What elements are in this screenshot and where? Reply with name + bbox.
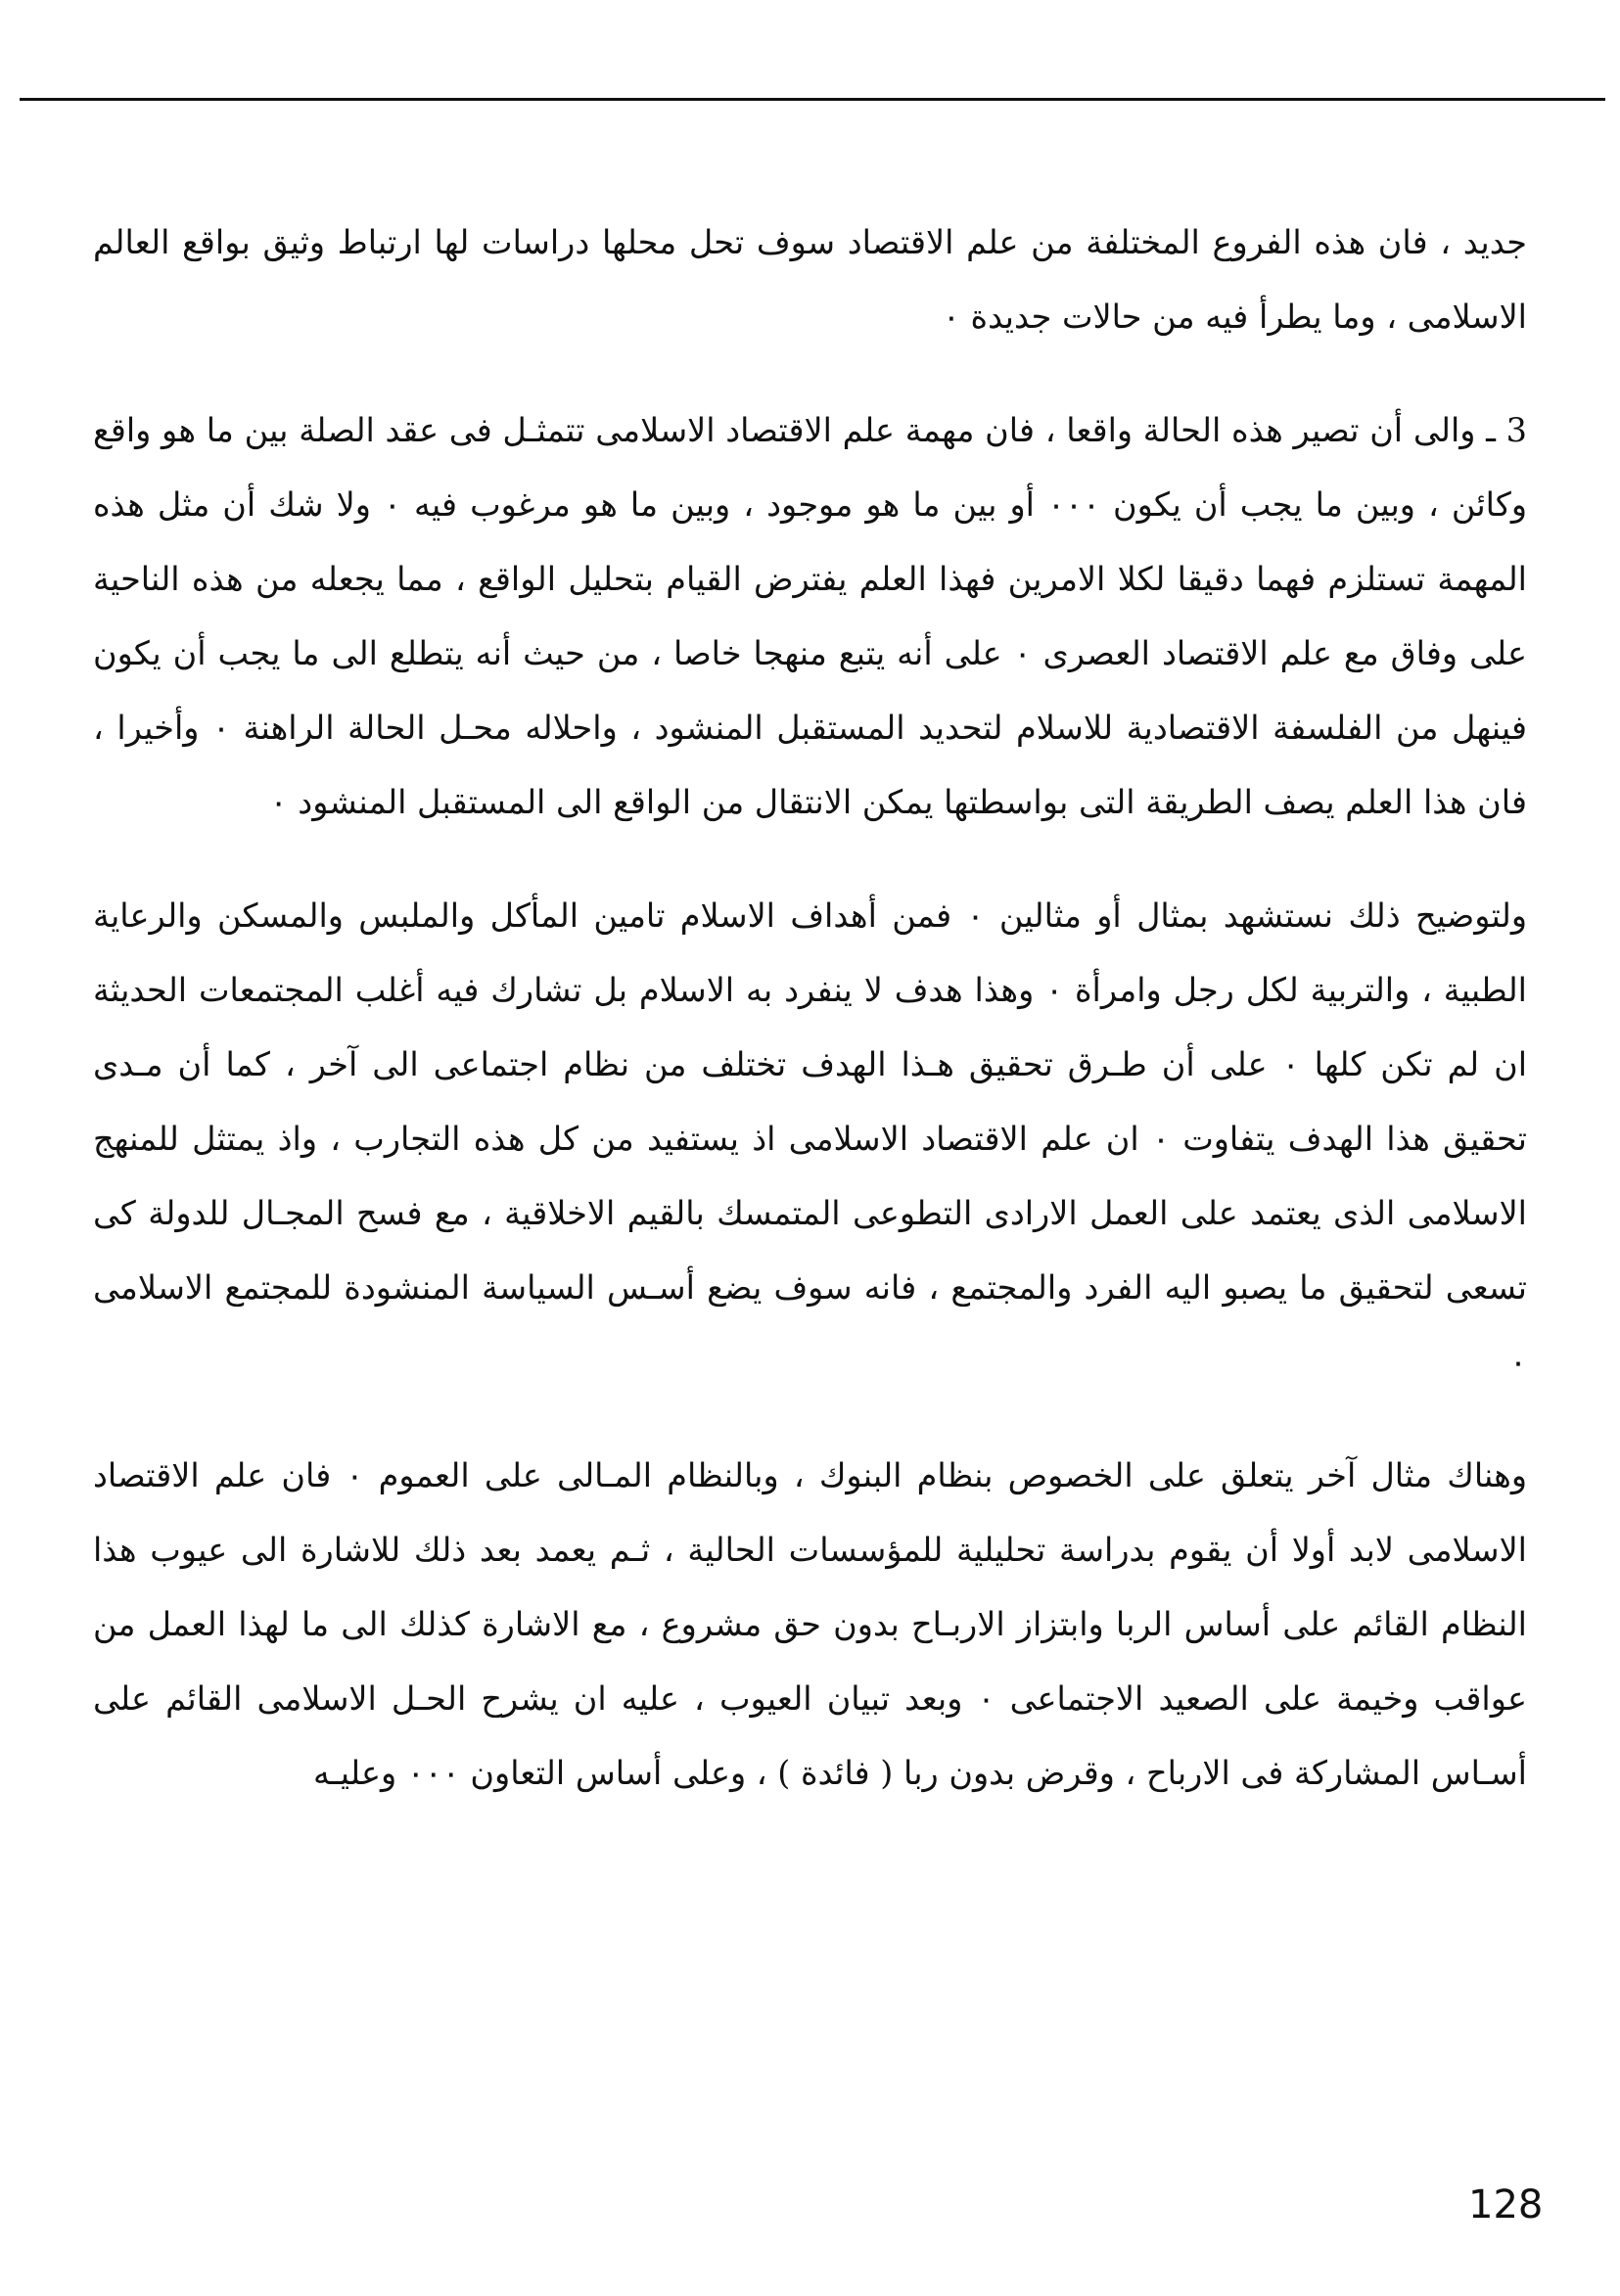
page-number: 128 [1468,2182,1544,2227]
paragraph-3: ولتوضيح ذلك نستشهد بمثال أو مثالين ٠ فمن أهداف الاسلام تامين المأكل والملبس والمسكن والرعاية الطبية ، والتربية لكل رجل وامرأة ٠ وهذا هدف لا ينفرد به الاسلام بل تشارك فيه أغلب المجتمعات الحديثة ان لم تكن كلها ٠ على أن طـرق تحقيق هـذا الهدف تختلف من نظام اجتماعى الى آخر ، كما أن مـدى تحقيق هذا الهدف يتفاوت ٠ ان علم الاقتصاد الاسلامى اذ يستفيد من كل هذه التجارب ، واذ يمتثل للمنهج الاسلامى الذى يعتمد على العمل الارادى التطوعى المتمسك بالقيم الاخلاقية ، مع فسح المجـال للدولة كى تسعى لتحقيق ما يصبو اليه الفرد والمجتمع ، فانه سوف يضع أسـس السياسة المنشودة للمجتمع الاسلامى ٠ [93,896,1528,1381]
paragraph-1: جديد ، فان هذه الفروع المختلفة من علم الاقتصاد سوف تحل محلها دراسات لها ارتباط وثيق بواقع العالم الاسلامى ، وما يطرأ فيه من حالات جديدة ٠ [93,223,1527,336]
page-body [93,206,1527,1850]
header-rule [20,98,1605,101]
paragraph-2: 3 ـ والى أن تصير هذه الحالة واقعا ، فان مهمة علم الاقتصاد الاسلامى تتمثـل فى عقد الصلة بين ما هو واقع وكائن ، وبين ما يجب أن يكون ٠٠٠ أو بين ما هو موجود ، وبين ما هو مرغوب فيه ٠ ولا شك أن مثل هذه المهمة تستلزم فهما دقيقا لكلا الامرين فهذا العلم يفترض القيام بتحليل الواقع ، مما يجعله من هذه الناحية على وفاق مع علم الاقتصاد العصرى ٠ على أنه يتبع منهجا خاصا ، من حيث أنه يتطلع الى ما يجب أن يكون فينهل من الفلسفة الاقتصادية للاسلام لتحديد المستقبل المنشود ، واحلاله محـل الحالة الراهنة ٠ وأخيرا ، فان هذا العلم يصف الطريقة التى بواسطتها يمكن الانتقال من الواقع الى المستقبل المنشود ٠ [93,411,1528,821]
paragraph-4: وهناك مثال آخر يتعلق على الخصوص بنظام البنوك ، وبالنظام المـالى على العموم ٠ فان علم الاقتصاد الاسلامى لابد أولا أن يقوم بدراسة تحليلية للمؤسسات الحالية ، ثـم يعمد بعد ذلك للاشارة الى عيوب هذا النظام القائم على أساس الربا وابتزاز الاربـاح بدون حق مشروع ، مع الاشارة كذلك الى ما لهذا العمل من عواقب وخيمة على الصعيد الاجتماعى ٠ وبعد تبيان العيوب ، عليه ان يشرح الحـل الاسلامى القائم على أسـاس المشاركة فى الارباح ، وقرض بدون ربا ( فائدة ) ، وعلى أساس التعاون ٠٠٠ وعليـه [93,1456,1528,1792]
